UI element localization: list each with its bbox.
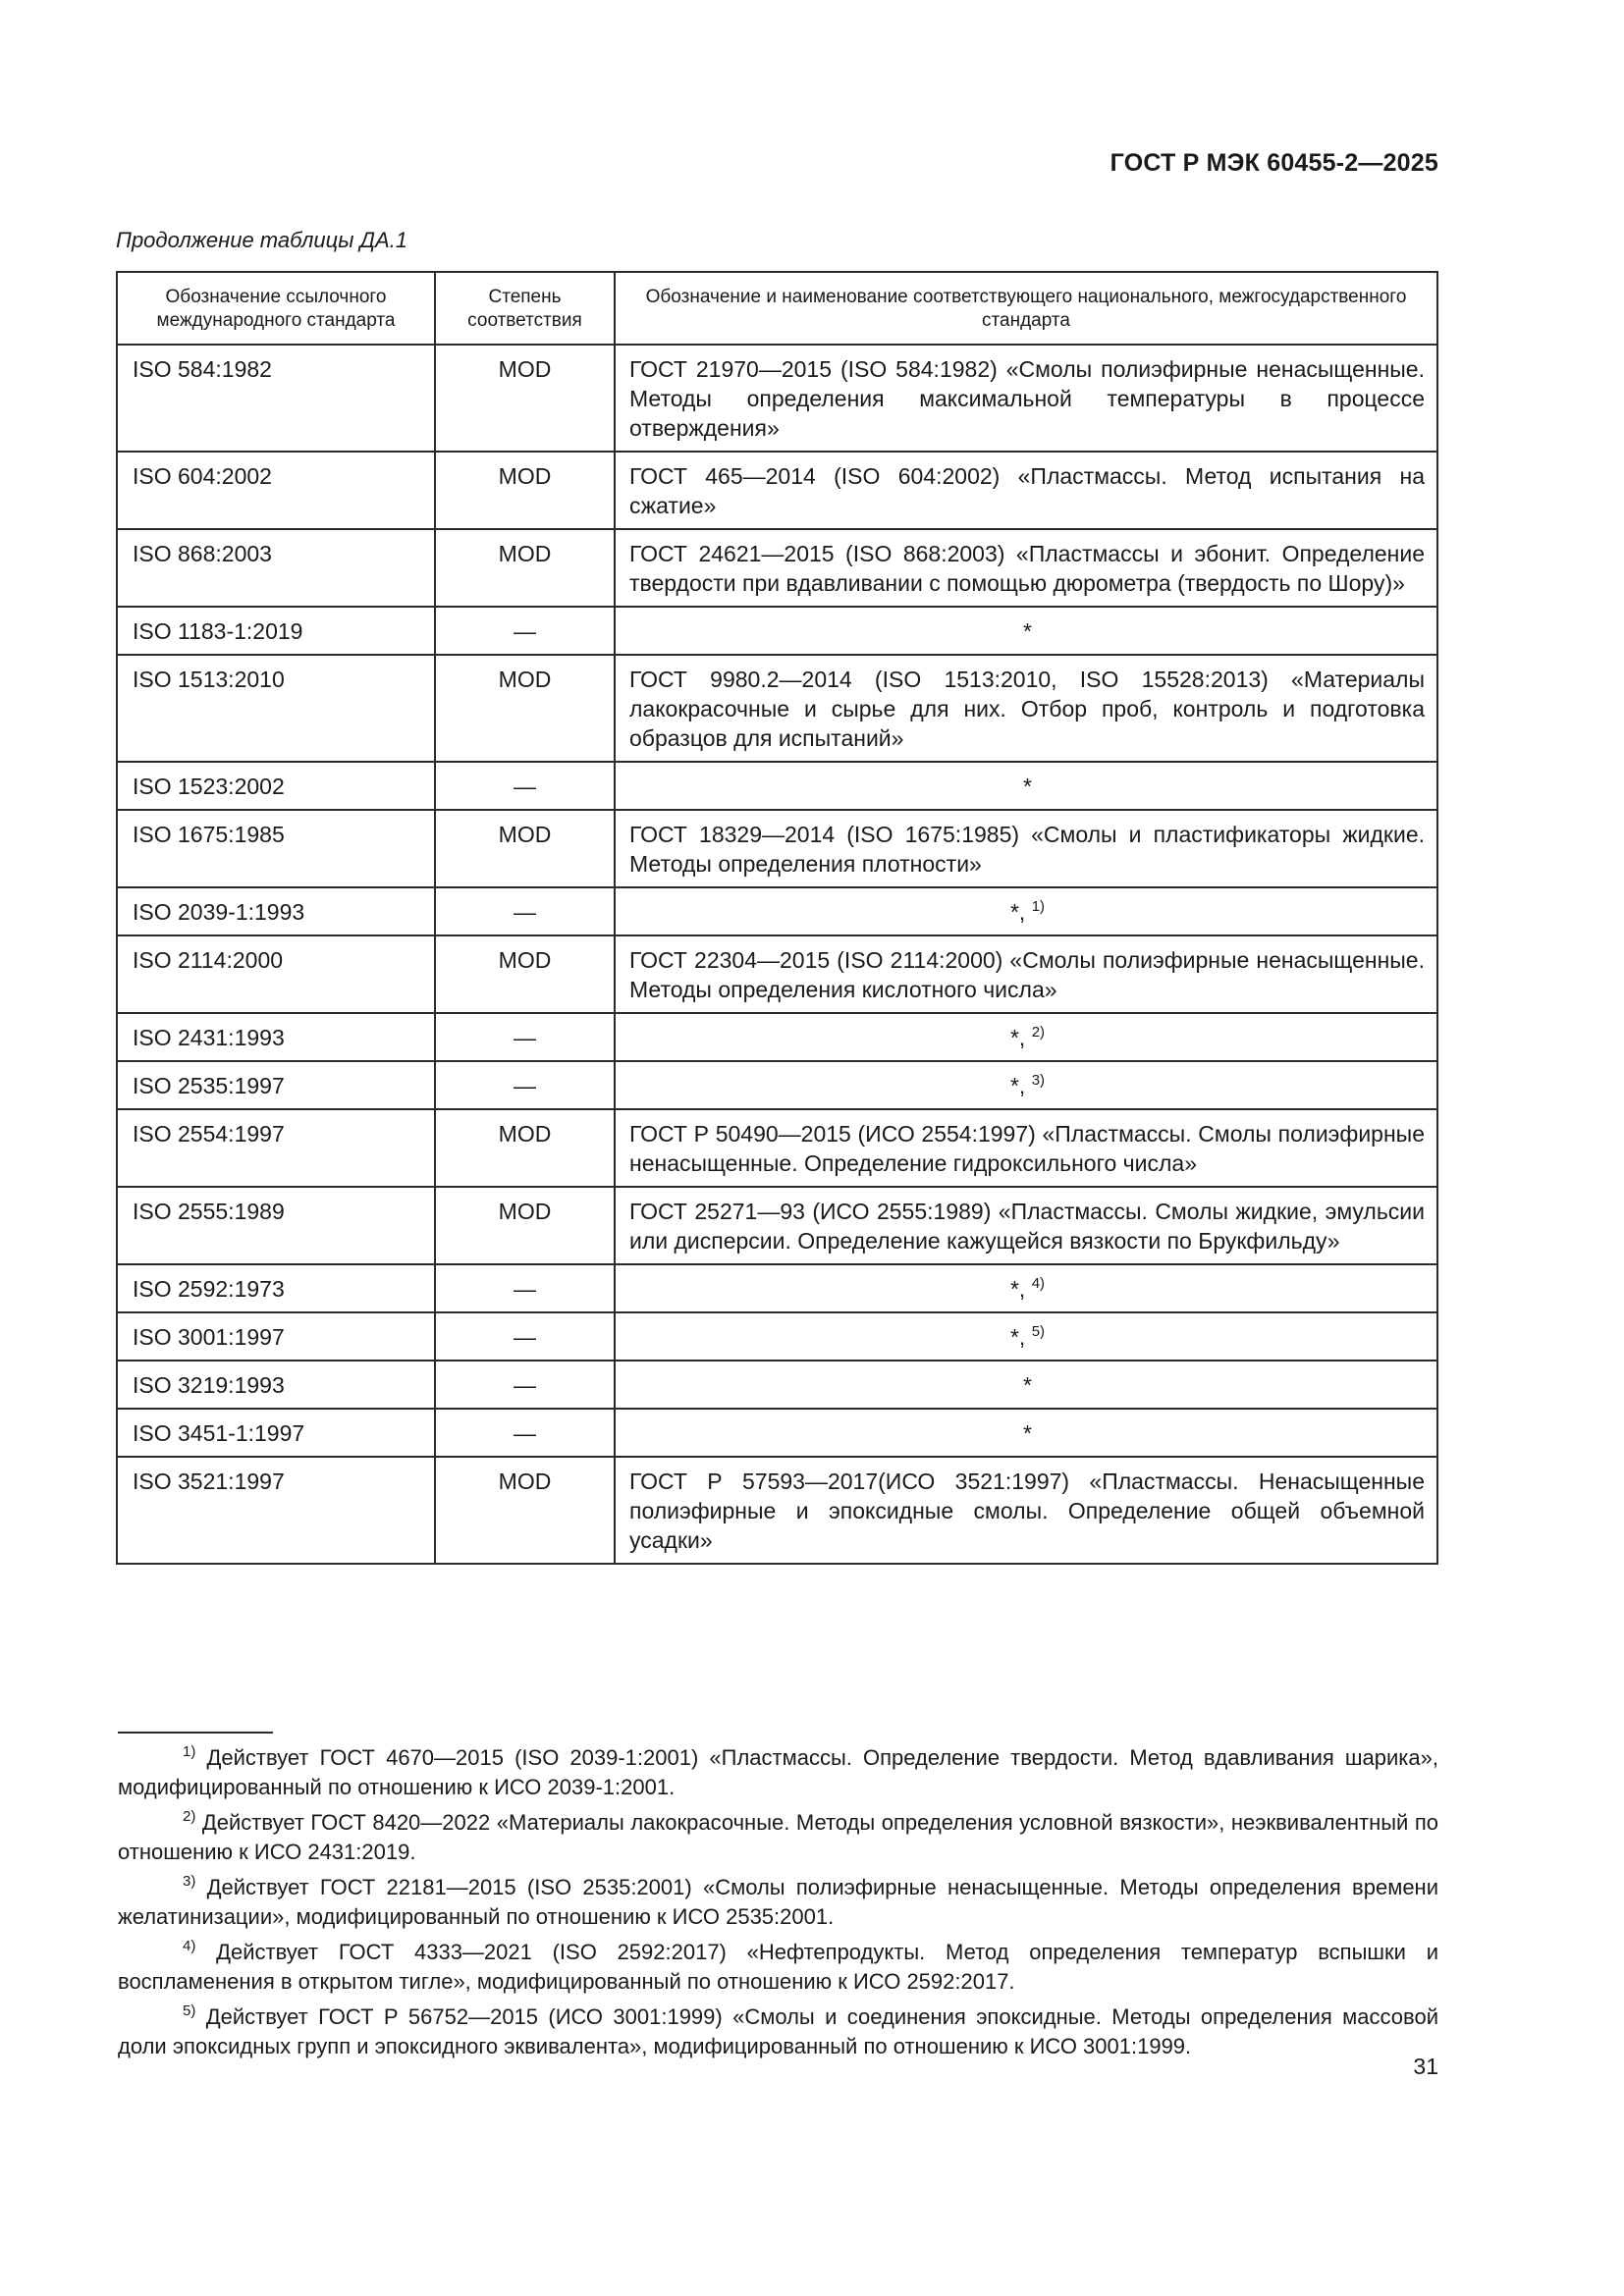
cell-national: [615, 1409, 1437, 1457]
footnote-ref: 3): [1031, 1072, 1046, 1089]
footnote-ref: 2): [1031, 1024, 1046, 1041]
standards-table: [116, 271, 1438, 1565]
cell-national: [615, 887, 1437, 935]
footnote-text: Действует ГОСТ 4333—2021 (ISO 2592:2017) «Нефтепродукты. Метод определения температур вспышки и воспламенения в открытом тигле», модифицированный по отношению к ИСО 2592:2017.: [118, 1940, 1438, 1994]
cell-standard: ISO 2039-1:1993: [117, 887, 435, 935]
cell-standard: ISO 3219:1993: [117, 1361, 435, 1409]
cell-national: [615, 1312, 1437, 1361]
column-header-standard: Обозначение ссылочного международного стандарта: [117, 272, 435, 345]
cell-national-text: ГОСТ 21970—2015 (ISO 584:1982) «Смолы полиэфирные ненасыщенные. Методы определения максимальной температуры в процессе отверждения»: [629, 356, 1425, 441]
cell-degree: —: [435, 1264, 615, 1312]
cell-degree: MOD: [435, 1187, 615, 1264]
cell-standard: ISO 3521:1997: [117, 1457, 435, 1564]
footnote: [118, 1808, 1438, 1867]
cell-standard: ISO 1513:2010: [117, 655, 435, 762]
cell-national-text: *,: [1009, 1324, 1026, 1350]
cell-national: [615, 1109, 1437, 1187]
table-row: [117, 529, 1437, 607]
table-row: [117, 1109, 1437, 1187]
cell-standard: ISO 604:2002: [117, 452, 435, 529]
cell-national-text: *,: [1009, 1276, 1026, 1302]
table-row: [117, 810, 1437, 887]
cell-degree: —: [435, 607, 615, 655]
document-code: ГОСТ Р МЭК 60455-2—2025: [1110, 149, 1438, 177]
table-row: [117, 452, 1437, 529]
cell-standard: ISO 1675:1985: [117, 810, 435, 887]
cell-national: [615, 810, 1437, 887]
cell-national-text: *: [1023, 1372, 1032, 1398]
cell-standard: ISO 868:2003: [117, 529, 435, 607]
page-number: 31: [1413, 2054, 1438, 2079]
cell-national-text: ГОСТ 25271—93 (ИСО 2555:1989) «Пластмассы. Смолы жидкие, эмульсии или дисперсии. Определение кажущейся вязкости по Брукфильду»: [629, 1199, 1425, 1254]
cell-national-text: *: [1023, 618, 1032, 644]
table-row: [117, 1361, 1437, 1409]
footnote-divider: [118, 1732, 273, 1734]
cell-degree: —: [435, 1013, 615, 1061]
cell-standard: ISO 3001:1997: [117, 1312, 435, 1361]
cell-national: [615, 1061, 1437, 1109]
cell-national-text: ГОСТ 24621—2015 (ISO 868:2003) «Пластмассы и эбонит. Определение твердости при вдавливании с помощью дюрометра (твердость по Шору)»: [629, 541, 1425, 596]
cell-degree: MOD: [435, 935, 615, 1013]
cell-standard: ISO 584:1982: [117, 345, 435, 452]
table-row: [117, 655, 1437, 762]
table-caption: Продолжение таблицы ДА.1: [116, 228, 408, 252]
column-header-degree: Степень соответствия: [435, 272, 615, 345]
cell-degree: MOD: [435, 529, 615, 607]
cell-standard: ISO 3451-1:1997: [117, 1409, 435, 1457]
cell-national-text: *,: [1009, 1073, 1026, 1098]
cell-degree: MOD: [435, 345, 615, 452]
footnotes: [118, 1743, 1438, 2067]
cell-degree: —: [435, 1312, 615, 1361]
cell-degree: —: [435, 1361, 615, 1409]
cell-national: [615, 935, 1437, 1013]
column-header-national: Обозначение и наименование соответствующего национального, межгосударственного стандарта: [615, 272, 1437, 345]
table-row: [117, 1312, 1437, 1361]
cell-national-text: *: [1023, 774, 1032, 799]
cell-national-text: ГОСТ 18329—2014 (ISO 1675:1985) «Смолы и пластификаторы жидкие. Методы определения плотности»: [629, 822, 1425, 877]
footnote-ref: 1): [1031, 898, 1046, 915]
cell-national: [615, 345, 1437, 452]
cell-national-text: ГОСТ Р 50490—2015 (ИСО 2554:1997) «Пластмассы. Смолы полиэфирные ненасыщенные. Определение гидроксильного числа»: [629, 1121, 1425, 1176]
cell-degree: —: [435, 1061, 615, 1109]
cell-degree: MOD: [435, 1109, 615, 1187]
cell-national: [615, 529, 1437, 607]
footnote-text: Действует ГОСТ 4670—2015 (ISO 2039-1:2001) «Пластмассы. Определение твердости. Метод вдавливания шарика», модифицированный по отношению к ИСО 2039-1:2001.: [118, 1745, 1438, 1799]
table-row: [117, 1264, 1437, 1312]
table-row: [117, 607, 1437, 655]
cell-national-text: ГОСТ Р 57593—2017(ИСО 3521:1997) «Пластмассы. Ненасыщенные полиэфирные и эпоксидные смолы. Определение общей объемной усадки»: [629, 1468, 1425, 1553]
footnote-mark: 1): [183, 1743, 196, 1760]
cell-national: [615, 1361, 1437, 1409]
cell-national-text: ГОСТ 9980.2—2014 (ISO 1513:2010, ISO 15528:2013) «Материалы лакокрасочные и сырье для них. Отбор проб, контроль и подготовка образцов для испытаний»: [629, 667, 1425, 751]
table-row: [117, 345, 1437, 452]
cell-standard: ISO 2592:1973: [117, 1264, 435, 1312]
cell-degree: —: [435, 887, 615, 935]
cell-national: [615, 452, 1437, 529]
footnote-mark: 4): [183, 1938, 196, 1954]
table-row: [117, 887, 1437, 935]
cell-national-text: *,: [1009, 1025, 1026, 1050]
footnote-text: Действует ГОСТ 8420—2022 «Материалы лакокрасочные. Методы определения условной вязкости», неэквивалентный по отношению к ИСО 2431:2019.: [118, 1810, 1438, 1864]
footnote-text: Действует ГОСТ Р 56752—2015 (ИСО 3001:1999) «Смолы и соединения эпоксидные. Методы определения массовой доли эпоксидных групп и эпоксидного эквивалента», модифицированный по отношению к ИСО 3001:1999.: [118, 2004, 1438, 2058]
cell-national: [615, 655, 1437, 762]
table-row: [117, 1013, 1437, 1061]
cell-national-text: *,: [1009, 899, 1026, 925]
table-row: [117, 762, 1437, 810]
cell-degree: MOD: [435, 655, 615, 762]
footnote-mark: 5): [183, 2002, 196, 2019]
cell-degree: —: [435, 1409, 615, 1457]
footnote: [118, 1873, 1438, 1932]
cell-national: [615, 762, 1437, 810]
cell-national-text: *: [1023, 1420, 1032, 1446]
cell-national: [615, 1457, 1437, 1564]
footnote-ref: 5): [1031, 1323, 1046, 1340]
cell-national: [615, 1264, 1437, 1312]
cell-national: [615, 1187, 1437, 1264]
footnote: [118, 1938, 1438, 1997]
cell-standard: ISO 2535:1997: [117, 1061, 435, 1109]
cell-degree: —: [435, 762, 615, 810]
table-row: [117, 1409, 1437, 1457]
footnote-mark: 2): [183, 1808, 196, 1825]
cell-standard: ISO 2114:2000: [117, 935, 435, 1013]
cell-standard: ISO 2431:1993: [117, 1013, 435, 1061]
cell-standard: ISO 2555:1989: [117, 1187, 435, 1264]
table-row: [117, 1457, 1437, 1564]
table-row: [117, 1187, 1437, 1264]
footnote-mark: 3): [183, 1873, 196, 1890]
footnote-ref: 4): [1031, 1275, 1046, 1292]
cell-standard: ISO 2554:1997: [117, 1109, 435, 1187]
footnote: [118, 2002, 1438, 2061]
table-row: [117, 935, 1437, 1013]
cell-standard: ISO 1523:2002: [117, 762, 435, 810]
table-header-row: [117, 272, 1437, 345]
cell-degree: MOD: [435, 810, 615, 887]
cell-standard: ISO 1183-1:2019: [117, 607, 435, 655]
table-body: [117, 345, 1437, 1564]
cell-degree: MOD: [435, 1457, 615, 1564]
cell-degree: MOD: [435, 452, 615, 529]
cell-national: [615, 1013, 1437, 1061]
footnote-text: Действует ГОСТ 22181—2015 (ISO 2535:2001) «Смолы полиэфирные ненасыщенные. Методы определения времени желатинизации», модифицированный по отношению к ИСО 2535:2001.: [118, 1875, 1438, 1929]
footnote: [118, 1743, 1438, 1802]
cell-national: [615, 607, 1437, 655]
cell-national-text: ГОСТ 465—2014 (ISO 604:2002) «Пластмассы. Метод испытания на сжатие»: [629, 463, 1425, 518]
cell-national-text: ГОСТ 22304—2015 (ISO 2114:2000) «Смолы полиэфирные ненасыщенные. Методы определения кислотного числа»: [629, 947, 1425, 1002]
table-row: [117, 1061, 1437, 1109]
